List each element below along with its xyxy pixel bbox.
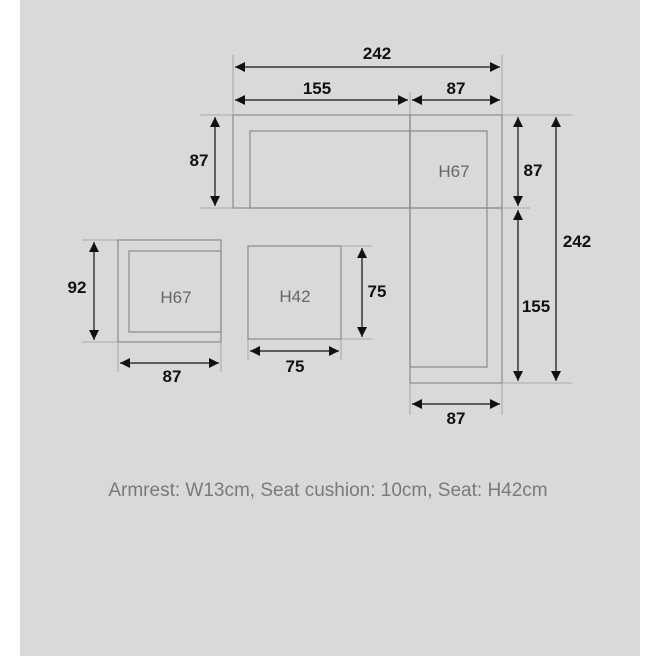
chair-width-label: 87 <box>162 367 182 386</box>
total-length-label: 242 <box>562 232 592 251</box>
corner-width-label: 87 <box>446 79 466 98</box>
dimension-labels <box>68 44 592 428</box>
extension-lines <box>82 55 572 415</box>
sofa-long-section-outline <box>233 115 410 208</box>
sofa-depth-label: 87 <box>189 151 209 170</box>
ottoman-width-label: 75 <box>285 357 305 376</box>
ottoman-depth-label: 75 <box>367 282 387 301</box>
sectional-sofa <box>233 115 502 383</box>
corner-height-label: H67 <box>438 162 470 181</box>
corner-depth-label: 87 <box>523 161 543 180</box>
total-width-label: 242 <box>362 44 392 63</box>
armchair-height-label: H67 <box>160 288 192 307</box>
specification-note: Armrest: W13cm, Seat cushion: 10cm, Seat: H42cm <box>108 480 548 501</box>
chair-depth-label: 92 <box>67 278 87 297</box>
armchair <box>118 240 221 342</box>
chaise-length-label: 155 <box>521 297 551 316</box>
chaise-seat <box>410 208 487 367</box>
sofa-long-section-seat <box>250 131 410 208</box>
long-width-label: 155 <box>302 79 332 98</box>
chaise-outline <box>410 208 502 383</box>
ottoman <box>248 246 341 339</box>
ottoman-height-label: H42 <box>279 287 311 306</box>
chaise-width-label: 87 <box>446 409 466 428</box>
